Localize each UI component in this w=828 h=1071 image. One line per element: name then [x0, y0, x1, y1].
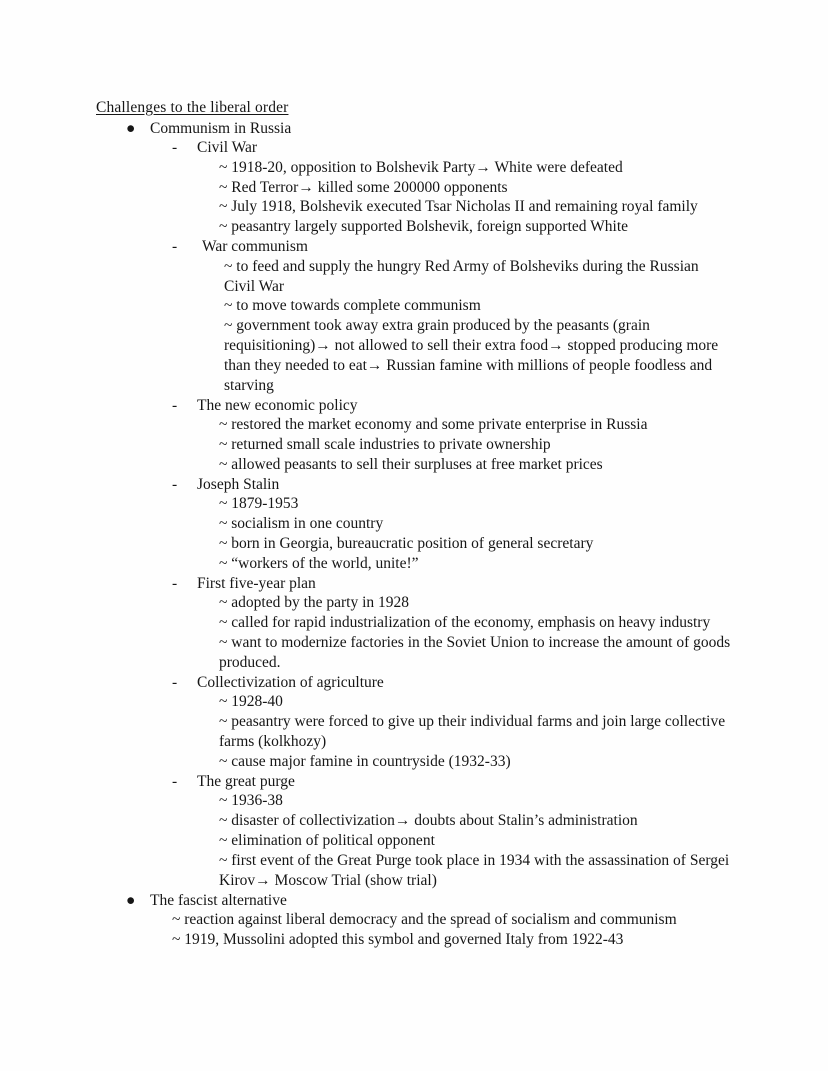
outline-root	[96, 119, 732, 950]
detail-line: ~ allowed peasants to sell their surpluses at free market prices	[219, 455, 603, 473]
subsection-label: The great purge	[197, 772, 295, 790]
detail-line: ~ disaster of collectivization→ doubts about Stalin’s administration	[219, 812, 638, 830]
detail-line: ~ returned small scale industries to private ownership	[219, 436, 551, 454]
detail-list	[202, 257, 732, 396]
detail-line: ~ peasantry largely supported Bolshevik, foreign supported White	[219, 218, 629, 236]
detail-line: ~ restored the market economy and some private enterprise in Russia	[219, 416, 648, 434]
bullet-icon: ●	[126, 891, 136, 909]
dash-icon: -	[172, 238, 178, 256]
detail-line: ~ reaction against liberal democracy and the spread of socialism and communism	[172, 911, 677, 929]
detail-list	[197, 791, 732, 890]
dash-icon: -	[172, 772, 178, 790]
detail-list	[197, 593, 732, 672]
outline-subsection-collectivization	[150, 673, 732, 772]
outline-subsection-new-economic-policy	[150, 396, 732, 475]
detail-line: ~ adopted by the party in 1928	[219, 594, 410, 612]
outline-subsection-war-communism	[150, 237, 732, 396]
dash-icon: -	[172, 475, 178, 493]
page-title: Challenges to the liberal order	[96, 99, 289, 116]
detail-line: ~ “workers of the world, unite!”	[219, 554, 419, 572]
detail-line: ~ to move towards complete communism	[224, 297, 481, 315]
outline-subsection-civil-war	[150, 138, 732, 237]
outline-subsection-great-purge	[150, 772, 732, 891]
outline-subsection-first-five-year-plan	[150, 574, 732, 673]
outline-subsection-joseph-stalin	[150, 475, 732, 574]
dash-icon: -	[172, 396, 178, 414]
subsection-label: War communism	[202, 238, 308, 256]
detail-list	[197, 415, 732, 475]
subsection-label: First five-year plan	[197, 574, 316, 592]
dash-icon: -	[172, 139, 178, 157]
subsection-label: Joseph Stalin	[197, 475, 280, 493]
detail-line: ~ socialism in one country	[219, 515, 384, 533]
detail-line: ~ 1919, Mussolini adopted this symbol and governed Italy from 1922-43	[172, 930, 624, 948]
detail-line: ~ 1936-38	[219, 792, 283, 810]
dash-icon: -	[172, 673, 178, 691]
detail-list	[197, 692, 732, 771]
detail-line: ~ 1918-20, opposition to Bolshevik Party→ White were defeated	[219, 158, 623, 176]
dash-icon: -	[172, 574, 178, 592]
subsection-label: The new economic policy	[197, 396, 358, 414]
outline-section-fascist-alternative	[96, 891, 732, 950]
subsection-label: Collectivization of agriculture	[197, 673, 384, 691]
detail-line: ~ government took away extra grain produced by the peasants (grain requisitioning)→ not allowed to sell their extra food→ stopped producing more than they needed to eat→ Russian famine with millions of people foodless and starving	[224, 317, 719, 394]
subsection-label: Civil War	[197, 139, 258, 157]
detail-line: ~ born in Georgia, bureaucratic position of general secretary	[219, 535, 594, 553]
detail-line: ~ cause major famine in countryside (1932-33)	[219, 752, 511, 770]
detail-line: ~ Red Terror→ killed some 200000 opponents	[219, 178, 508, 196]
section-label: The fascist alternative	[150, 891, 287, 909]
outline-sublist-communism	[150, 138, 732, 890]
detail-list	[197, 494, 732, 573]
detail-line: ~ first event of the Great Purge took place in 1934 with the assassination of Sergei Kirov→ Moscow Trial (show trial)	[219, 851, 730, 889]
detail-line: ~ 1879-1953	[219, 495, 299, 513]
detail-line: ~ 1928-40	[219, 693, 283, 711]
detail-list	[150, 910, 732, 950]
detail-line: ~ called for rapid industrialization of the economy, emphasis on heavy industry	[219, 614, 711, 632]
detail-line: ~ July 1918, Bolshevik executed Tsar Nicholas II and remaining royal family	[219, 198, 698, 216]
bullet-icon: ●	[126, 119, 136, 137]
outline-section-communism-in-russia	[96, 119, 732, 891]
section-label: Communism in Russia	[150, 119, 292, 137]
detail-line: ~ peasantry were forced to give up their individual farms and join large collective farms (kolkhozy)	[219, 713, 726, 750]
detail-line: ~ want to modernize factories in the Soviet Union to increase the amount of goods produced.	[219, 634, 731, 671]
detail-line: ~ elimination of political opponent	[219, 831, 435, 849]
detail-list	[197, 158, 732, 237]
detail-line: ~ to feed and supply the hungry Red Army of Bolsheviks during the Russian Civil War	[224, 257, 699, 295]
